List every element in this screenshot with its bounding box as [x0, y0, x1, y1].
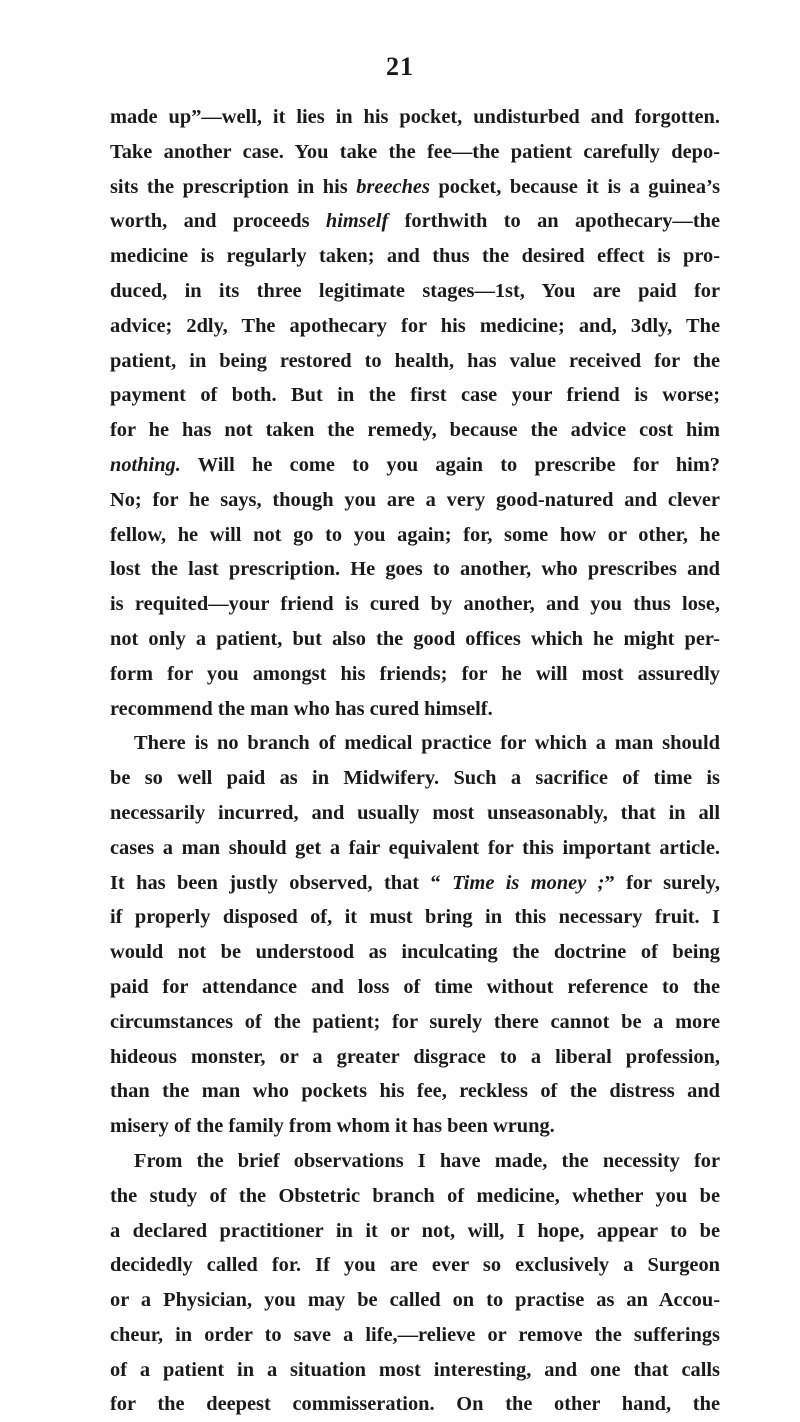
text-line — [110, 1074, 720, 1109]
text-line — [110, 1283, 720, 1318]
line-text: would not be understood as inculcating the doctrine of being — [110, 941, 720, 964]
line-text: or a Physician, you may be called on to practise as an Accou- — [110, 1289, 720, 1312]
line-text: sits the prescription in his — [110, 175, 357, 198]
text-line — [110, 204, 720, 239]
line-text: pocket, because it is a guinea’s — [429, 175, 721, 198]
text-line — [110, 552, 720, 587]
text-line — [110, 344, 720, 379]
text-line — [110, 1353, 720, 1388]
line-text: misery of the family from whom it has been wrung. — [110, 1115, 555, 1138]
text-line — [110, 657, 720, 692]
line-text: the study of the Obstetric branch of medicine, whether you be — [110, 1184, 720, 1207]
line-text: for the deepest commisseration. On the other hand, the — [110, 1393, 720, 1416]
line-text: circumstances of the patient; for surely there cannot be a more — [110, 1010, 720, 1033]
text-line — [110, 1318, 720, 1353]
line-text: No; for he says, though you are a very good-natured and clever — [110, 488, 720, 511]
italic-text: Time is money ; — [452, 871, 605, 894]
line-text: There is no branch of medical practice for which a man should — [134, 732, 720, 755]
line-text: than the man who pockets his fee, reckless of the distress and — [110, 1080, 720, 1103]
page-number: 21 — [386, 52, 414, 81]
line-text: form for you amongst his friends; for he will most assuredly — [110, 662, 720, 685]
line-text: be so well paid as in Midwifery. Such a sacrifice of time is — [110, 767, 720, 790]
line-text: made up”—well, it lies in his pocket, undisturbed and forgotten. — [110, 106, 720, 128]
text-line — [110, 866, 720, 901]
line-text: From the brief observations I have made, the necessity for — [134, 1149, 720, 1172]
line-text: fellow, he will not go to you again; for, some how or other, he — [110, 523, 720, 546]
line-text: ” for surely, — [604, 871, 720, 894]
line-text: for he has not taken the remedy, because the advice cost him — [110, 419, 720, 442]
text-line — [110, 170, 720, 205]
italic-text: himself — [325, 210, 389, 233]
text-line — [110, 378, 720, 413]
line-text: It has been justly observed, that “ — [110, 871, 453, 894]
text-line — [110, 831, 720, 866]
text-line — [110, 622, 720, 657]
line-text: paid for attendance and loss of time without reference to the — [110, 975, 720, 998]
line-text: duced, in its three legitimate stages—1st, You are paid for — [110, 279, 720, 302]
line-text: decidedly called for. If you are ever so exclusively a Surgeon — [110, 1254, 720, 1277]
line-text: payment of both. But in the first case your friend is worse; — [110, 384, 720, 407]
line-text: worth, and proceeds — [110, 210, 326, 233]
text-line — [110, 1109, 720, 1144]
line-text: is requited—your friend is cured by another, and you thus lose, — [110, 593, 720, 616]
text-line — [110, 970, 720, 1005]
line-text: recommend the man who has cured himself. — [110, 697, 493, 720]
text-line — [110, 900, 720, 935]
line-text: of a patient in a situation most interesting, and one that calls — [110, 1358, 720, 1381]
text-line — [110, 1214, 720, 1249]
line-text: not only a patient, but also the good offices which he might per- — [110, 627, 720, 650]
text-line — [110, 692, 720, 727]
line-text: a declared practitioner in it or not, will, I hope, appear to be — [110, 1219, 720, 1242]
text-line — [110, 135, 720, 170]
text-line — [110, 239, 720, 274]
line-text: medicine is regularly taken; and thus the desired effect is pro- — [110, 245, 720, 268]
text-line — [110, 483, 720, 518]
line-text: lost the last prescription. He goes to another, who prescribes and — [110, 558, 720, 581]
text-line — [110, 518, 720, 553]
line-text: advice; 2dly, The apothecary for his medicine; and, 3dly, The — [110, 314, 720, 337]
line-text: cases a man should get a fair equivalent for this important article. — [110, 836, 720, 859]
text-line — [110, 1005, 720, 1040]
text-line — [110, 761, 720, 796]
text-line — [110, 309, 720, 344]
line-text: Will he come to you again to prescribe for him? — [180, 453, 720, 476]
line-text: if properly disposed of, it must bring in this necessary fruit. I — [110, 906, 720, 929]
text-line — [110, 1040, 720, 1075]
text-line — [110, 1179, 720, 1214]
line-text: Take another case. You take the fee—the patient carefully depo- — [110, 140, 720, 163]
text-line — [110, 796, 720, 831]
text-line — [110, 413, 720, 448]
text-line — [110, 1387, 720, 1422]
line-text: necessarily incurred, and usually most unseasonably, that in all — [110, 801, 720, 824]
text-line — [110, 935, 720, 970]
line-text: hideous monster, or a greater disgrace to a liberal profession, — [110, 1045, 720, 1068]
text-line — [110, 1144, 720, 1179]
text-line — [110, 726, 720, 761]
text-line — [110, 274, 720, 309]
italic-text: nothing. — [110, 453, 181, 476]
line-text: forthwith to an apothecary—the — [388, 210, 721, 233]
text-line — [110, 100, 720, 135]
line-text: cheur, in order to save a life,—relieve or remove the sufferings — [110, 1323, 720, 1346]
text-line — [110, 448, 720, 483]
line-text: patient, in being restored to health, has value received for the — [110, 349, 720, 372]
italic-text: breeches — [356, 175, 430, 198]
text-line — [110, 587, 720, 622]
body-text — [110, 100, 720, 1422]
text-line — [110, 1248, 720, 1283]
